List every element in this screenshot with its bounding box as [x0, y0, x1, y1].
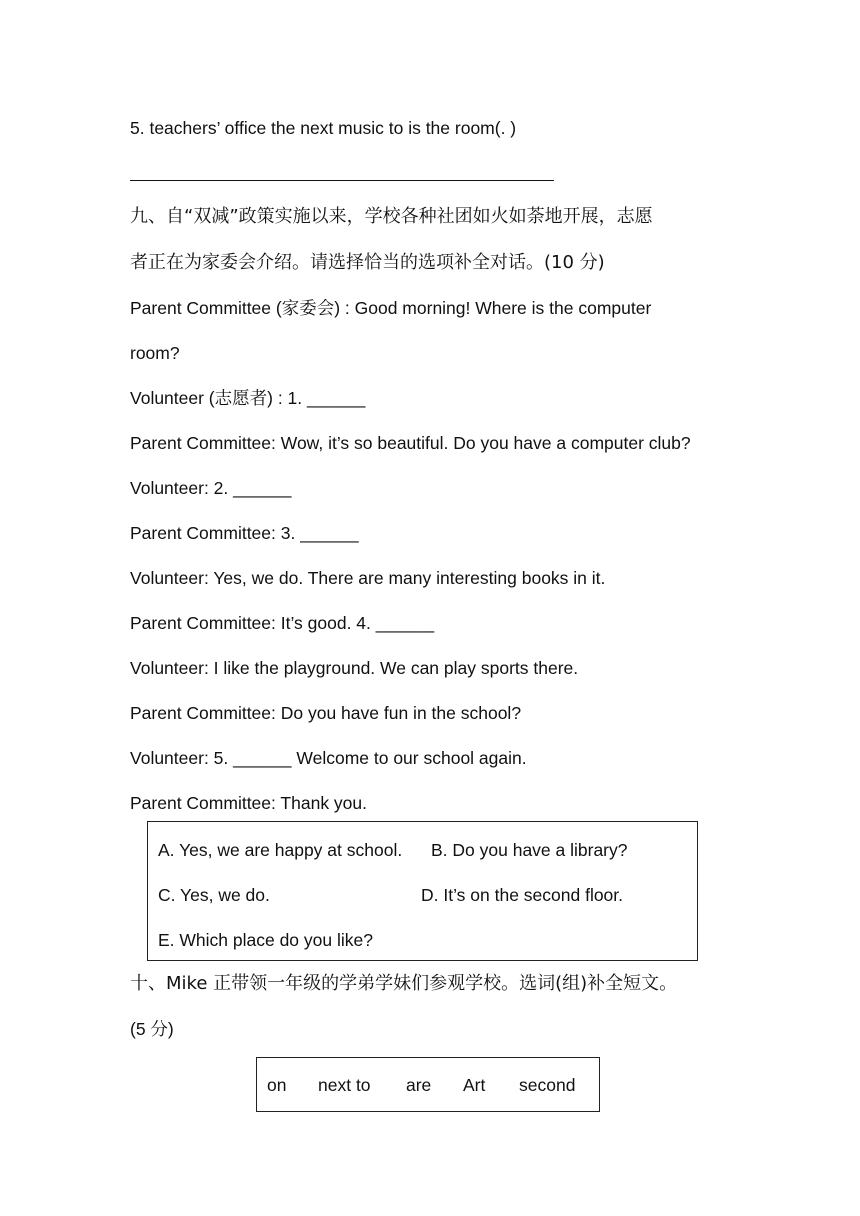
dialogue-line: Parent Committee: Do you have fun in the school?	[130, 703, 522, 723]
section-9-title-line-1: 九、自“双减”政策实施以来，学校各种社团如火如荼地开展，志愿	[130, 206, 653, 227]
answer-line	[130, 180, 554, 181]
dialogue-line: Parent Committee: 3. ______	[130, 523, 359, 543]
word-bank-word: are	[406, 1075, 432, 1095]
dialogue-line: Volunteer: 5. ______ Welcome to our school again.	[130, 748, 527, 768]
dialogue-line: Volunteer: I like the playground. We can play sports there.	[130, 658, 579, 678]
word-bank-word: next to	[318, 1075, 371, 1095]
option-c: C. Yes, we do.	[158, 885, 270, 905]
word-bank-word: on	[267, 1075, 287, 1095]
question-5-scrambled: 5. teachers’ office the next music to is the room(. )	[130, 118, 517, 138]
option-a: A. Yes, we are happy at school.	[158, 840, 403, 860]
option-d: D. It’s on the second floor.	[421, 885, 624, 905]
option-e: E. Which place do you like?	[158, 930, 373, 950]
dialogue-line: Parent Committee: It’s good. 4. ______	[130, 613, 435, 633]
dialogue-line: Volunteer: 2. ______	[130, 478, 292, 498]
section-10-title-line-2: (5 分)	[130, 1019, 174, 1039]
dialogue-line: Parent Committee (家委会) : Good morning! Where is the computer	[130, 298, 652, 318]
dialogue-line: Parent Committee: Thank you.	[130, 793, 368, 813]
word-bank-word: second	[519, 1075, 576, 1095]
section-9-title-line-2: 者正在为家委会介绍。请选择恰当的选项补全对话。(10 分)	[130, 252, 605, 273]
dialogue-line: Volunteer: Yes, we do. There are many interesting books in it.	[130, 568, 606, 588]
dialogue-line: room?	[130, 343, 180, 363]
dialogue-line: Parent Committee: Wow, it’s so beautiful. Do you have a computer club?	[130, 433, 691, 453]
section-10-title-line-1: 十、Mike 正带领一年级的学弟学妹们参观学校。选词(组)补全短文。	[130, 973, 678, 994]
word-bank-word: Art	[463, 1075, 486, 1095]
option-b: B. Do you have a library?	[431, 840, 628, 860]
dialogue-line: Volunteer (志愿者) : 1. ______	[130, 388, 366, 408]
